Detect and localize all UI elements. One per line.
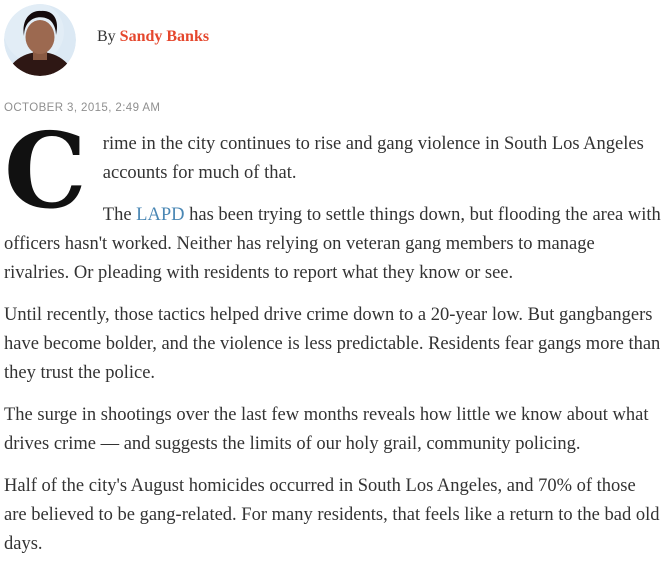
- paragraph-2-lead: The: [102, 205, 137, 225]
- article-body: [4, 109, 661, 559]
- author-portrait-icon: [4, 4, 76, 76]
- paragraph-5: Half of the city's August homicides occurred in South Los Angeles, and 70% of those are believed to be gang-related. For many residents, that feels like a return to the bad old days.: [4, 476, 660, 554]
- paragraph-2: [4, 201, 661, 288]
- lapd-link[interactable]: LAPD: [136, 205, 185, 225]
- byline: [97, 28, 209, 46]
- byline-prefix: By: [97, 28, 116, 45]
- drop-cap: C: [4, 109, 87, 232]
- paragraph-3: Until recently, those tactics helped drive crime down to a 20-year low. But gangbangers have become bolder, and the violence is less predictable. Residents fear gangs more than they trust the police.: [4, 305, 661, 383]
- paragraph-1-text: rime in the city continues to rise and gang violence in South Los Angeles accounts for much of that.: [102, 134, 644, 183]
- paragraph-4: The surge in shootings over the last few months reveals how little we know about what drives crime — and suggests the limits of our holy grail, community policing.: [4, 405, 649, 454]
- paragraph-2-rest: has been trying to settle things down, but flooding the area with officers hasn't worked. Neither has relying on veteran gang members to manage rivalries. Or pleading with residents to report what they know or see.: [4, 205, 661, 283]
- byline-header: [4, 4, 661, 76]
- article-timestamp: OCTOBER 3, 2015, 2:49 AM: [4, 102, 161, 114]
- author-avatar[interactable]: [4, 4, 76, 76]
- author-link[interactable]: Sandy Banks: [119, 28, 210, 45]
